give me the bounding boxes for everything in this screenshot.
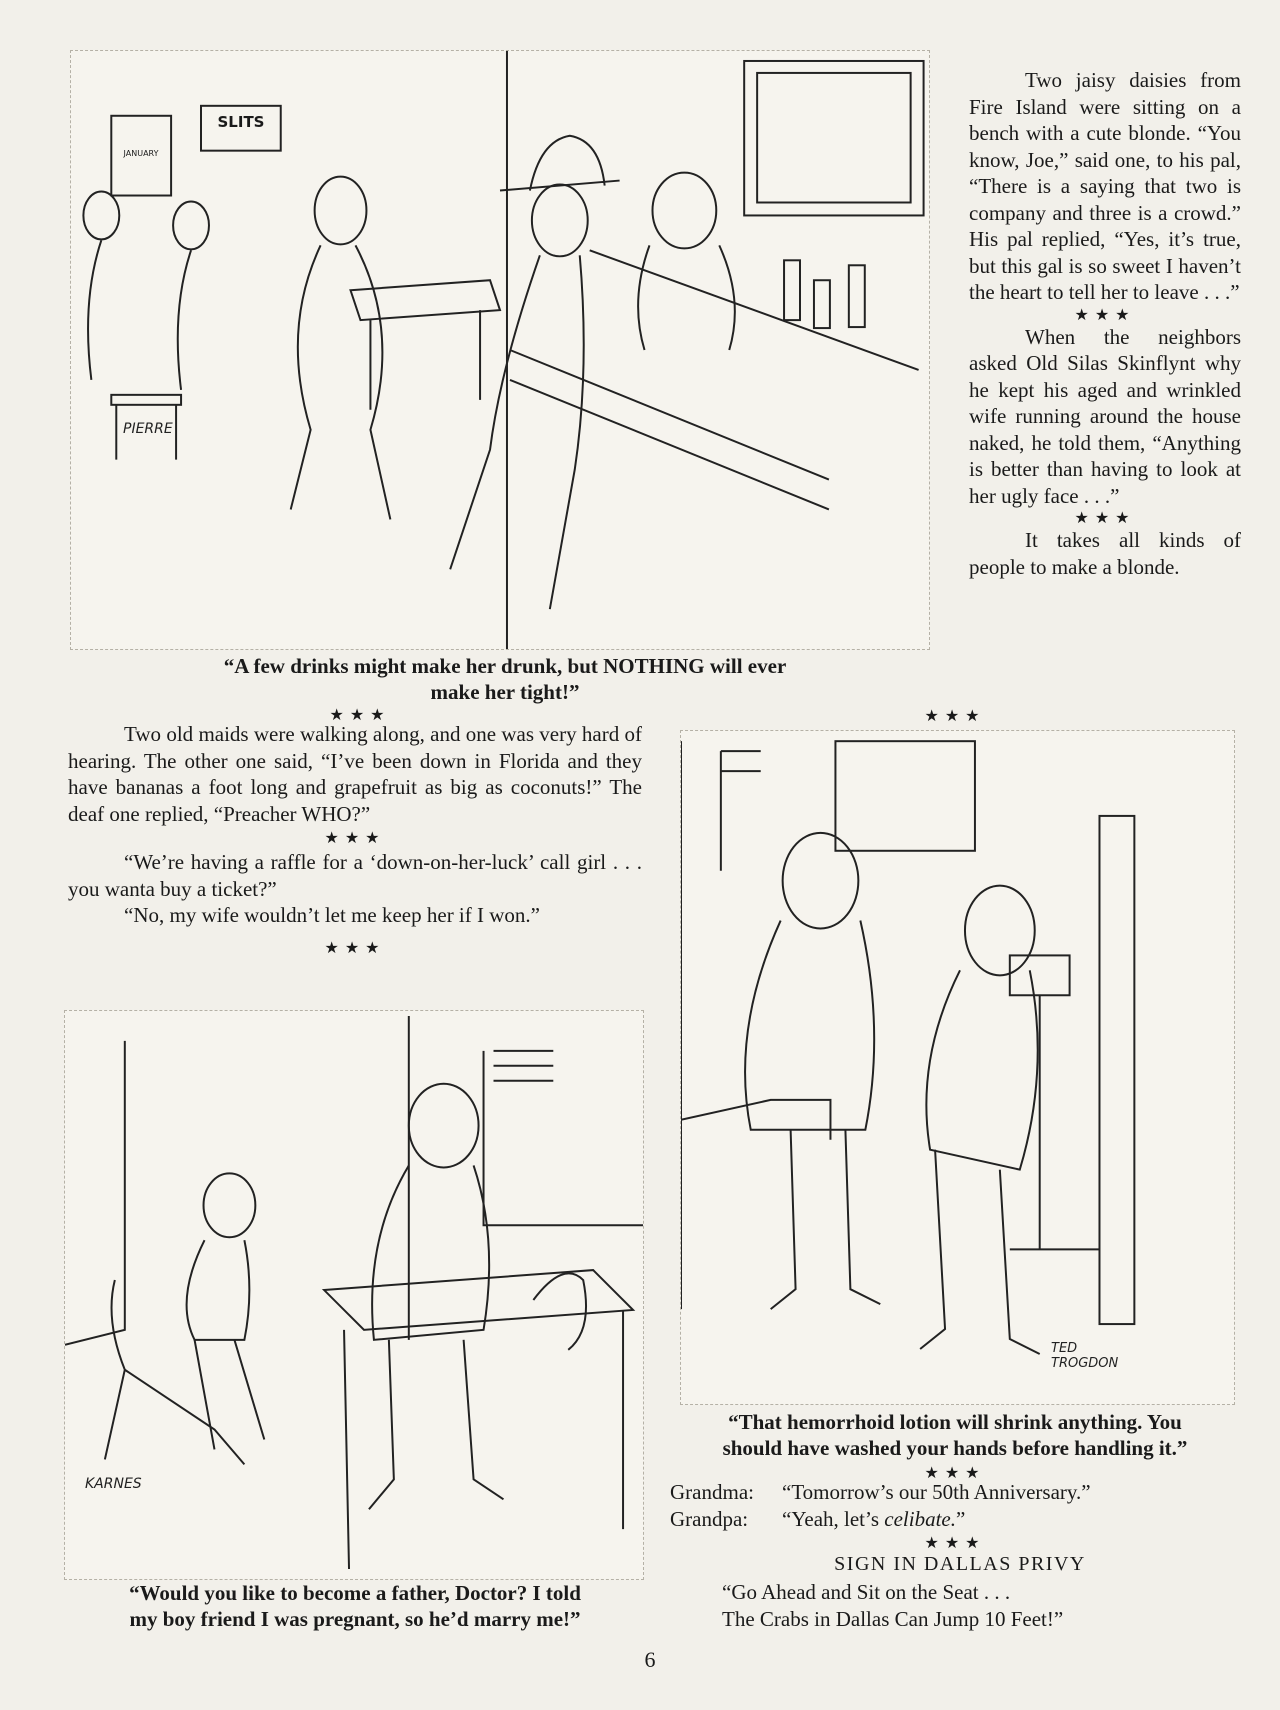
slits-sign: SLITS [217,113,265,131]
doctor-caption-line-2: my boy friend I was pregnant, so he’d marry me!” [129,1607,581,1631]
grandpa-label: Grandpa: [670,1507,749,1531]
privy-sign-title: SIGN IN DALLAS PRIVY [834,1553,1086,1575]
separator-stars: ★★★ [924,1465,986,1482]
trogdon-signature [1051,1341,1118,1371]
grandpa-text-emphasis: celibate. [884,1507,956,1531]
right-column [969,67,1241,580]
grandpa-text-before: “Yeah, let’s [782,1507,885,1531]
separator-stars: ★★★ [329,707,391,724]
separator-stars: ★★★ [924,1535,986,1552]
grandpa-line [670,1506,1250,1533]
pierre-signature: PIERRE [123,421,173,437]
bar-cartoon-caption [130,653,880,705]
privy-sign-text [722,1579,1242,1633]
grandma-label: Grandma: [670,1480,754,1504]
left-column [68,721,642,957]
hemorrhoid-cartoon-drawing [681,731,1234,1404]
calendar-label: JANUARY [123,149,159,158]
hemorrhoid-caption-line-2: should have washed your hands before handling it.” [722,1436,1188,1460]
bar-cartoon [70,50,930,650]
doctor-caption-line-1: “Would you like to become a father, Doctor? I told [129,1581,581,1605]
hemorrhoid-cartoon [680,730,1235,1405]
trogdon-signature-line-1: TED [1051,1341,1078,1356]
grandma-line [670,1479,1250,1506]
joke-raffle-question: “We’re having a raffle for a ‘down-on-her-luck’ call girl . . . you wanta buy a ticket?” [68,850,642,901]
hemorrhoid-caption-line-1: “That hemorrhoid lotion will shrink anything. You [728,1410,1182,1434]
privy-sign-line-2: The Crabs in Dallas Can Jump 10 Feet!” [722,1607,1064,1631]
joke-silas-skinflynt: When the neighbors asked Old Silas Skinflynt why he kept his aged and wrinkled wife running around the house naked, he told them, “Anything is better than having to look at her ugly face . . .” [969,324,1241,508]
joke-raffle-answer: “No, my wife wouldn’t let me keep her if I won.” [124,903,540,927]
privy-sign-line-1: “Go Ahead and Sit on the Seat . . . [722,1580,1011,1604]
bar-cartoon-drawing [71,51,929,649]
separator-stars: ★★★ [324,939,386,957]
grandma-text: “Tomorrow’s our 50th Anniversary.” [782,1480,1091,1504]
bar-caption-line-2: make her tight!” [430,680,580,704]
doctor-cartoon-drawing [65,1011,643,1579]
joke-fire-island: Two jaisy daisies from Fire Island were sitting on a bench with a cute blonde. “You know, Joe,” said one, to his pal, “There is a saying that two is company and three is a crowd.” His pal replied, “Yes, it’s true, but this gal is so sweet I haven’t the heart to tell her to leave . . .” [969,68,1241,304]
joke-blonde: It takes all kinds of people to make a blonde. [969,528,1241,579]
grandpa-text-after: ” [956,1507,966,1531]
hemorrhoid-cartoon-caption [670,1409,1240,1461]
trogdon-signature-line-2: TROGDON [1051,1356,1119,1371]
joke-old-maids: Two old maids were walking along, and one was very hard of hearing. The other one said, “I’ve been down in Florida and they have bananas a foot long and grapefruit as big as coconuts!” The deaf one replied, “Preacher WHO?” [68,722,642,826]
separator-stars: ★★★ [324,830,386,847]
karnes-signature: KARNES [85,1476,142,1492]
doctor-cartoon-caption [68,1580,642,1632]
doctor-cartoon [64,1010,644,1580]
separator-stars: ★★★ [1074,510,1136,527]
page-number: 6 [644,1647,656,1672]
grandma-grandpa-joke [670,1479,1250,1533]
separator-stars: ★★★ [924,708,986,725]
separator-stars: ★★★ [1074,306,1136,324]
bar-caption-line-1: “A few drinks might make her drunk, but NOTHING will ever [223,654,787,678]
